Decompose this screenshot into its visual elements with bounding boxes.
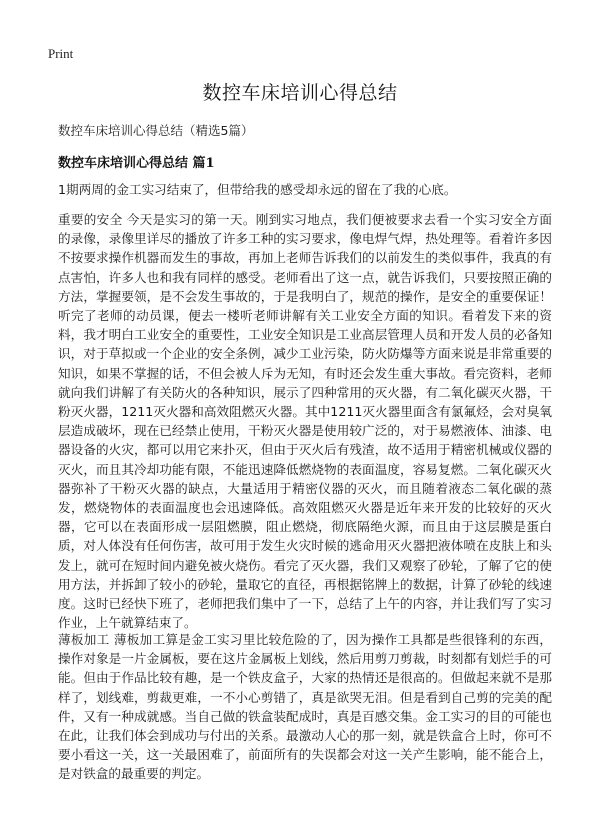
paragraph-sheet-metal: 薄板加工 薄板加工算是金工实习里比较危险的了，因为操作工具都是些很锋利的东西，操作对象是一片金属板，要在这片金属板上划线，然后用剪刀剪裁，时刻都有划烂手的可能。但由于作品比较有趣，是一个铁皮盒子，大家的热情还是很高的。但做起来就不是那样了，划线难，剪裁更难，一不小心剪错了，真是欲哭无泪。但是看到自己剪的完美的配件，又有一种成就感。当自己做的铁盒装配成时，真是百感交集。金工实习的目的可能也在此，让我们体会到成功与付出的关系。最激动人心的那一刻，就是铁盒合上时，你可不要小看这一关，这一关最困难了，前面所有的失误都会对这一关产生影响，能不能合上，是对铁盒的最重要的判定。 — [58, 632, 552, 782]
document-subtitle: 数控车床培训心得总结（精选5篇） — [58, 123, 254, 138]
paragraph-intro: 1期两周的金工实习结束了，但带给我的感受却永远的留在了我的心底。 — [58, 182, 457, 197]
print-link[interactable]: Print — [48, 46, 74, 61]
section-heading: 数控车床培训心得总结 篇1 — [58, 156, 215, 171]
page-title: 数控车床培训心得总结 — [202, 82, 398, 104]
paragraph-safety: 重要的安全 今天是实习的第一天。刚到实习地点，我们便被要求去看一个实习安全方面的录像，录像里详尽的播放了许多工种的实习要求，像电焊气焊，热处理等。看着许多因不按要求操作机器而发生的事故，再加上老师告诉我们的以前发生的类似事件，我真的有点害怕，许多人也和我有同样的感受。老师看出了这一点，就告诉我们，只要按照正确的方法，掌握要领，是不会发生事故的，于是我明白了，规范的操作，是安全的重要保证！听完了老师的动员课，便去一楼听老师讲解有关工业安全方面的知识。看着发下来的资料，我才明白工业安全的重要性，工业安全知识是工业高层管理人员和开发人员的必备知识，对于草拟或一个企业的安全条例，减少工业污染，防火防爆等方面来说是非常重要的知识，如果不掌握的话，不但会被人斥为无知，有时还会发生重大事故。看完资料，老师就向我们讲解了有关防火的各种知识，展示了四种常用的灭火器，有二氧化碳灭火器，干粉灭火器，1211灭火器和高效阻燃灭火器。其中1211灭火器里面含有氯氟烃，会对臭氧层造成破坏，现在已经禁止使用，干粉灭火器是使用较广泛的，对于易燃液体、油漆、电器设备的火灾，都可以用它来扑灭，但由于灭火后有残渣，故不适用于精密机械或仪器的灭火，而且其冷却功能有限，不能迅速降低燃烧物的表面温度，容易复燃。二氧化碳灭火器弥补了干粉灭火器的缺点，大量适用于精密仪器的灭火，而且随着液态二氧化碳的蒸发，燃烧物体的表面温度也会迅速降低。高效阻燃灭火器是近年来开发的比较好的灭火器，它可以在表面形成一层阻燃膜，阻止燃烧，彻底隔绝火源，而且由于这层膜是蛋白质，对人体没有任何伤害，故可用于发生火灾时候的逃命用灭火器把液体喷在皮肤上和头发上，就可在短时间内避免被火烧伤。看完了灭火器，我们又观察了砂轮，了解了它的使用方法，并拆卸了较小的砂轮，量取它的直径，再根据铭牌上的数据，计算了砂轮的线速度。这时已经快下班了，老师把我们集中了一下，总结了上午的内容，并让我们写了实习作业，上午就算结束了。 — [58, 212, 552, 631]
